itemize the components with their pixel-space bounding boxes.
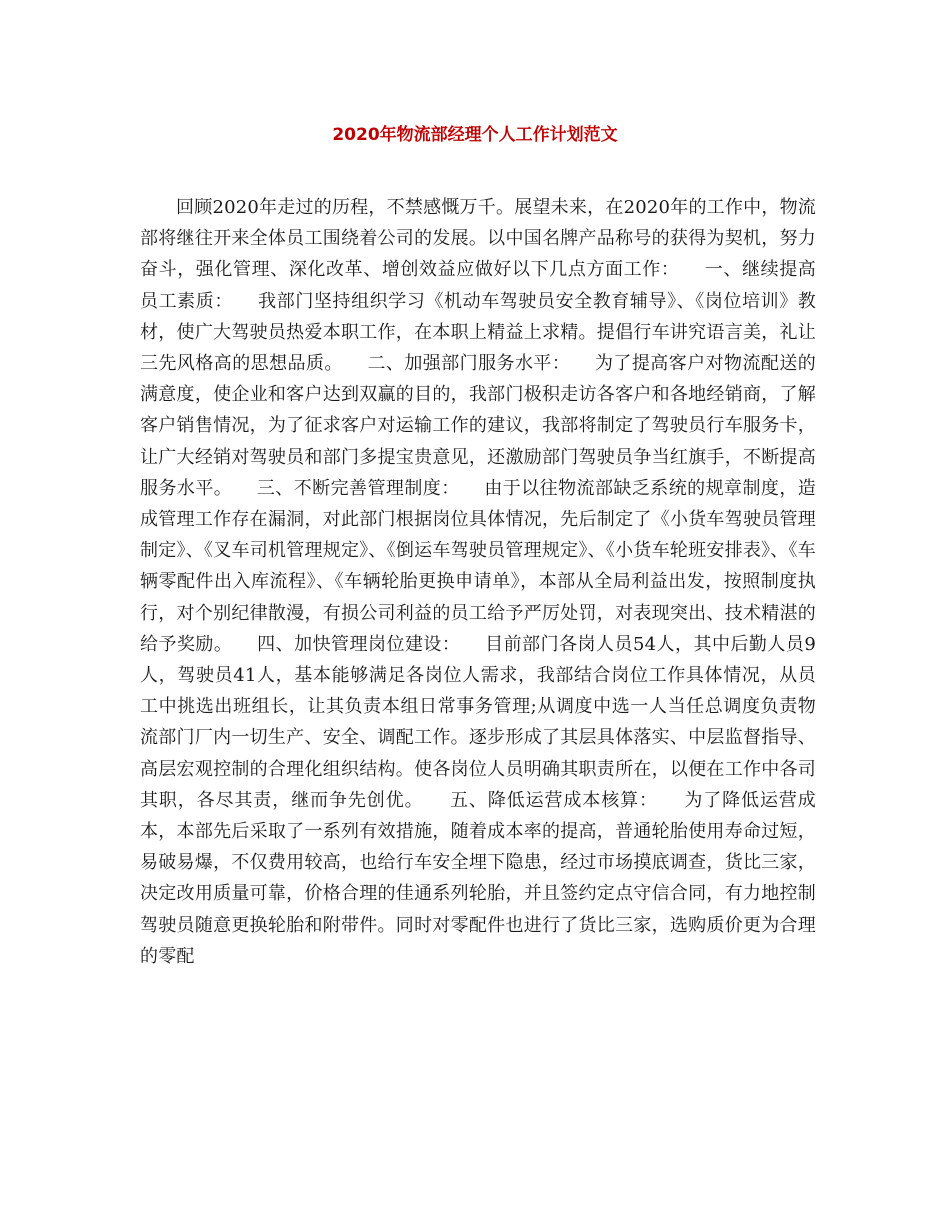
document-title: 2020年物流部经理个人工作计划范文	[332, 125, 618, 145]
document-body-paragraph: 回顾2020年走过的历程，不禁感慨万千。展望未来，在2020年的工作中，物流部将继往开来全体员工围绕着公司的发展。以中国名牌产品称号的获得为契机，努力奋斗，强化管理、深化改革、增创效益应做好以下几点方面工作： 一、继续提高员工素质： 我部门坚持组织学习《机动车驾驶员安全教育辅导》、《岗位培训》教材，使广大驾驶员热爱本职工作，在本职上精益上求精。提倡行车讲究语言美，礼让三先风格高的思想品质。 二、加强部门服务水平： 为了提高客户对物流配送的满意度，使企业和客户达到双赢的目的，我部门极积走访各客户和各地经销商，了解客户销售情况，为了征求客户对运输工作的建议，我部将制定了驾驶员行车服务卡，让广大经销对驾驶员和部门多提宝贵意见，还激励部门驾驶员争当红旗手，不断提高服务水平。 三、不断完善管理制度： 由于以往物流部缺乏系统的规章制度，造成管理工作存在漏洞，对此部门根据岗位具体情况，先后制定了《小货车驾驶员管理制定》、《叉车司机管理规定》、《倒运车驾驶员管理规定》、《小货车轮班安排表》、《车辆零配件出入库流程》、《车辆轮胎更换申请单》，本部从全局利益出发，按照制度执行，对个别纪律散漫，有损公司利益的员工给予严厉处罚，对表现突出、技术精湛的给予奖励。 四、加快管理岗位建设： 目前部门各岗人员54人，其中后勤人员9人，驾驶员41人，基本能够满足各岗位人需求，我部结合岗位工作具体情况，从员工中挑选出班组长，让其负责本组日常事务管理;从调度中选一人当任总调度负责物流部门厂内一切生产、安全、调配工作。逐步形成了其层具体落实、中层监督指导、高层宏观控制的合理化组织结构。使各岗位人员明确其职责所在，以便在工作中各司其职，各尽其责，继而争先创优。 五、降低运营成本核算： 为了降低运营成本，本部先后采取了一系列有效措施，随着成本率的提高，普通轮胎使用寿命过短，易破易爆，不仅费用较高，也给行车安全埋下隐患，经过市场摸底调查，货比三家，决定改用质量可靠，价格合理的佳通系列轮胎，并且签约定点守信合同，有力地控制驾驶员随意更换轮胎和附带件。同时对零配件也进行了货比三家，选购质价更为合理的零配	[140, 197, 816, 967]
